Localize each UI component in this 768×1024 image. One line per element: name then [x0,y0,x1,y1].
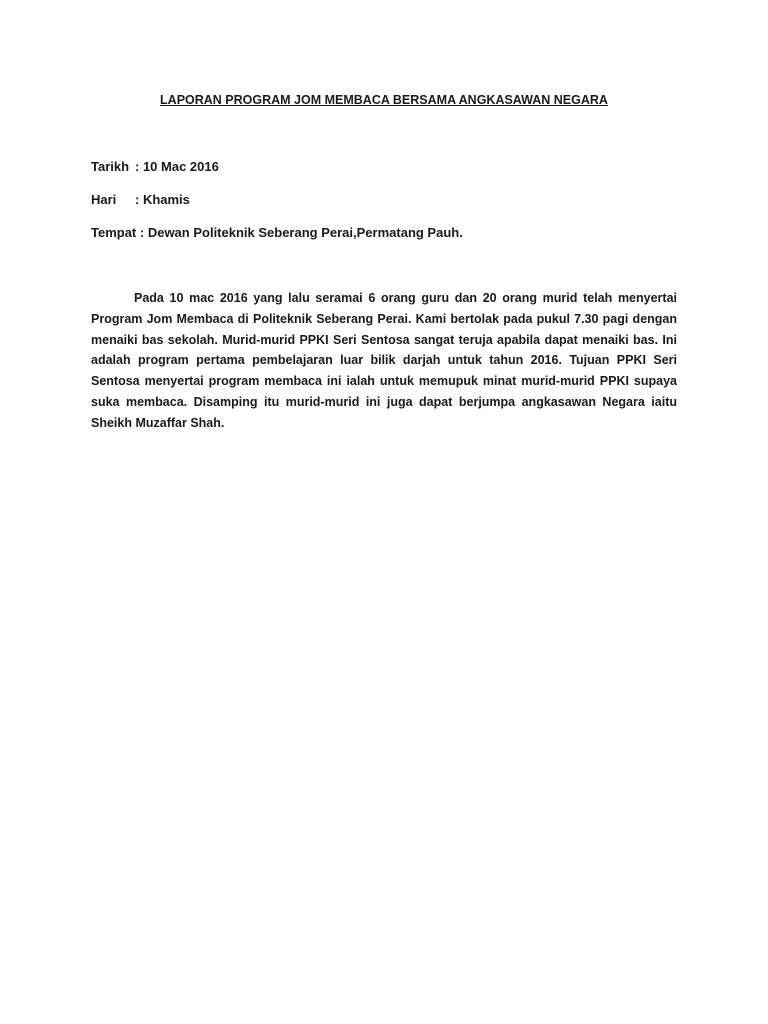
document-title: LAPORAN PROGRAM JOM MEMBACA BERSAMA ANGKASAWAN NEGARA [160,93,608,107]
field-label-hari: Hari [91,192,117,207]
field-value-tarikh: : 10 Mac 2016 [135,159,219,174]
body-paragraph: Pada 10 mac 2016 yang lalu seramai 6 orang guru dan 20 orang murid telah menyertai Program Jom Membaca di Politeknik Seberang Perai. Kami bertolak pada pukul 7.30 pagi dengan menaiki bas sekolah. Murid-murid PPKI Seri Sentosa sangat teruja apabila dapat menaiki bas. Ini adalah program pertama pembelajaran luar bilik darjah untuk tahun 2016. Tujuan PPKI Seri Sentosa menyertai program membaca ini ialah untuk memupuk minat murid-murid PPKI supaya suka membaca. Disamping itu murid-murid ini juga dapat berjumpa angkasawan Negara iaitu Sheikh Muzaffar Shah. [91,291,677,430]
field-hari [91,192,190,207]
field-value-tempat: : Dewan Politeknik Seberang Perai,Permatang Pauh. [139,225,463,240]
field-label-tarikh: Tarikh [91,159,130,174]
field-label-tempat: Tempat [91,225,137,240]
field-value-hari: : Khamis [135,192,190,207]
field-tempat [91,225,463,240]
field-tarikh [91,159,219,174]
